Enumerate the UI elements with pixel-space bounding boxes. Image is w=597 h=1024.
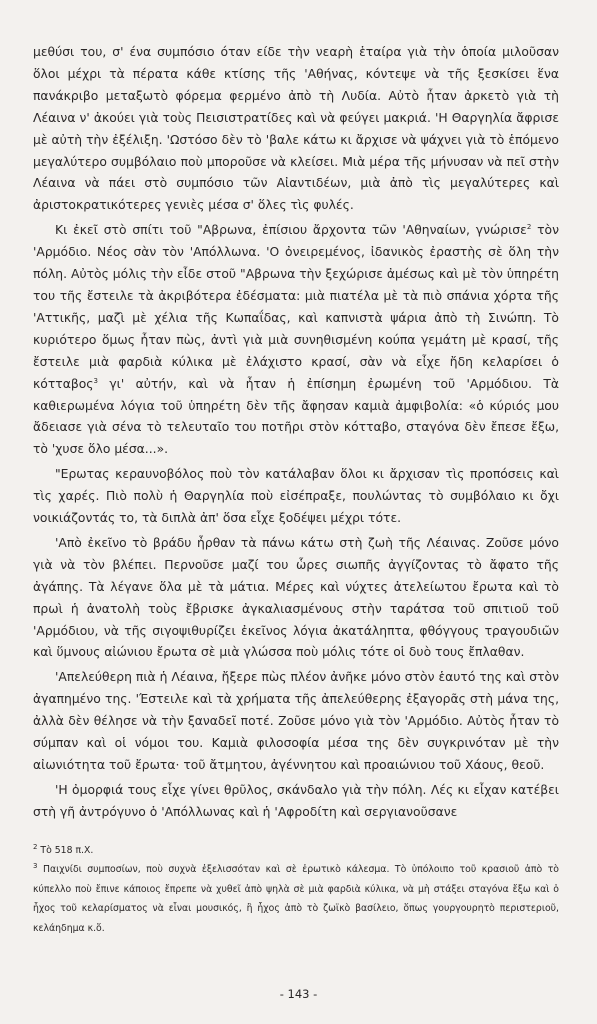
footnote-marker: 2 — [33, 842, 38, 851]
paragraph: 'Απελεύθερη πιὰ ἡ Λέαινα, ἤξερε πὼς πλέον ἀνῆκε μόνο στὸν ἑαυτό της καὶ στὸν ἀγαπημένο της. 'Έστειλε καὶ τὰ χρήματα τῆς ἀπελεύθερης ἐξαγορᾶς στὴ μάνα της, ἀλλὰ δὲν θέλησε νὰ τὴν ξαναδεῖ ποτέ. Ζοῦσε μόνο γιὰ τὸν 'Αρμόδιο. Αὐτὸς ἦταν τὸ σύμπαν καὶ οἱ νόμοι του. Καμιὰ φιλοσοφία μέσα της δὲν συγκρινόταν μὲ τὴν αἰωνιότητα τοῦ ἔρωτα· τοῦ ἄτμητου, ἀγέννητου καὶ προαιώνιου τοῦ Χάους, θεοῦ. — [33, 670, 559, 772]
footnote-marker: 3 — [33, 862, 38, 871]
paragraph: μεθύσι του, σ' ένα συμπόσιο όταν είδε τὴν νεαρὴ ἑταίρα γιὰ τὴν ὁποία μιλοῦσαν ὅλοι μέχρι τὰ πέρατα κάθε κτίσης τῆς 'Αθήνας, κόντεψε νὰ τῆς ξεσκίσει ἕνα πανάκριβο μεταξωτὸ φόρεμα φερμένο ἀπὸ τὴ Λυδία. Αὐτὸ ἦταν ἀρκετὸ γιὰ τὴ Λέαινα ν' ἀκούει γιὰ τοὺς Πεισιστρατίδες καὶ νὰ φεύγει μακριά. 'Η Θαργηλία ἄφρισε μὲ αὐτὴ τὴν ἐξέλιξη. 'Ωστόσο δὲν τὸ 'βαλε κάτω κι ἄρχισε νὰ ψάχνει γιὰ τὸ ἑπόμενο μεγαλύτερο συμβόλαιο ποὺ μποροῦσε νὰ κλείσει. Μιὰ μέρα τῆς μήνυσαν νὰ πεῖ στὴν Λέαινα νὰ πάει στὸ συμπόσιο τῶν Αἰαντιδέων, μιὰ ἀπὸ τὶς μεγαλύτερες καὶ ἀριστοκρατικότερες γενιὲς μέσα σ' ὅλες τὶς φυλές. — [33, 45, 559, 213]
body-text — [33, 42, 559, 824]
paragraph: Κι ἐκεῖ στὸ σπίτι τοῦ "Αβρωνα, ἐπίσιου ἄρχοντα τῶν 'Αθηναίων, γνώρισε$^2$ τὸν 'Αρμόδιο. Νέος σὰν τὸν 'Απόλλωνα. 'Ο ὀνειρεμένος, ἰδανικὸς ἐραστὴς σὲ ὅλη τὴν πόλη. Αὐτὸς μόλις τὴν εἶδε στοῦ "Αβρωνα τὴν ξεχώρισε ἀμέσως καὶ μὲ τὸν ὑπηρέτη του τῆς ἔστειλε τὰ ἀκριβότερα ἐδέσματα: μιὰ πιατέλα μὲ τὰ πιὸ σπάνια χόρτα τῆς 'Αττικῆς, μαζὶ μὲ χέλια τῆς Κωπαΐδας, καὶ καπνιστὰ ψάρια ἀπὸ τὴ Σινώπη. Τὸ κυριότερο ὅμως ἦταν πὼς, ἀντὶ γιὰ μιὰ συνηθισμένη κούπα γεμάτη μὲ κρασί, τῆς ἔστειλε μιὰ φαρδιὰ κύλικα μὲ ἐλάχιστο κρασί, σὰν νὰ εἶχε ἤδη κελαρίσει ὁ κότταβος$^3$ γι' αὐτήν, καὶ νὰ ἦταν ἡ ἐπίσημη ἐρωμένη τοῦ 'Αρμόδιου. Τὰ καθιερωμένα λόγια τοῦ ὑπηρέτη δὲν τῆς ἄφησαν καμιὰ ἀμφιβολία: «ὁ κύριός μου ἄδειασε γιὰ σένα τὸ τελευταῖο του ποτῆρι στὸν κότταβο, σταγόνα δὲν ἔπεσε ἔξω, τὸ 'χυσε ὅλο μέσα...». — [33, 223, 559, 457]
footnote-ref: 3 — [93, 376, 98, 385]
footnotes — [33, 841, 559, 938]
page-number: - 143 - — [279, 987, 318, 1001]
paragraph: 'Απὸ ἐκεῖνο τὸ βράδυ ἦρθαν τὰ πάνω κάτω στὴ ζωὴ τῆς Λέαινας. Ζοῦσε μόνο γιὰ νὰ τὸν βλέπει. Περνοῦσε μαζί του ὧρες σιωπῆς ἀγγίζοντας τὸ ἄφατο τῆς ἀγάπης. Τὰ λέγανε ὅλα μὲ τὰ μάτια. Μέρες καὶ νύχτες ἀτελείωτου ἔρωτα καὶ τὸ πρωὶ ἡ ἀνατολὴ τοὺς ἔβρισκε ἀγκαλιασμένους στὴν ταράτσα τοῦ σπιτιοῦ τοῦ 'Αρμόδιου, νὰ τῆς σιγοψιθυρίζει ἐκεῖνος λόγια ἀκατάληπτα, φθόγγους τραγουδιῶν καὶ ὕμνους αἰώνιου ἔρωτα σὲ μιὰ γλώσσα ποὺ μόλις τότε οἱ δυὸ τους ἔπλαθαν. — [33, 535, 559, 660]
paragraph: 'Η ὀμορφιά τους εἶχε γίνει θρῦλος, σκάνδαλο γιὰ τὴν πόλη. Λές κι εἶχαν κατέβει στὴ γῆ ἀντρόγυνο ὁ 'Απόλλωνας καὶ ἡ 'Αφροδίτη καὶ σεργιανοῦσανε — [33, 782, 559, 819]
footnote-ref: 2 — [526, 223, 532, 232]
paragraph: "Ερωτας κεραυνοβόλος ποὺ τὸν κατάλαβαν ὅλοι κι ἄρχισαν τὶς προπόσεις καὶ τὶς χαρές. Πιὸ πολὺ ἡ Θαργηλία ποὺ εἰσέπραξε, πουλώντας τὸ συμβόλαιο κι ὄχι νοικιάζοντάς το, τὰ διπλὰ ἀπ' ὅσα εἶχε ξοδέψει μέχρι τότε. — [33, 467, 559, 526]
footnote: $^3$ Παιχνίδι συμποσίων, ποὺ συχνὰ ἐξελισσόταν καὶ σὲ ἐρωτικὸ κάλεσμα. Τὸ ὑπόλοιπο τοῦ κρασιοῦ ἀπὸ τὸ κύπελλο ποὺ ἔπινε κάποιος ἔπρεπε νὰ χυθεῖ ἀπὸ ψηλὰ σὲ μιὰ φαρδιὰ κύλικα, νὰ μὴ στάξει σταγόνα ἔξω καὶ ὁ ἦχος τοῦ κελαρίσματος νὰ εἶναι μουσικός, ἢ ἦχος ἀπὸ τὸ ζωϊκὸ βασίλειο, ὅπως γουργουρητὸ περιστεριοῦ, κελάηδημα κ.ὅ. — [33, 862, 559, 934]
footnote: $^2$ Τὸ 518 π.Χ. — [33, 842, 94, 856]
